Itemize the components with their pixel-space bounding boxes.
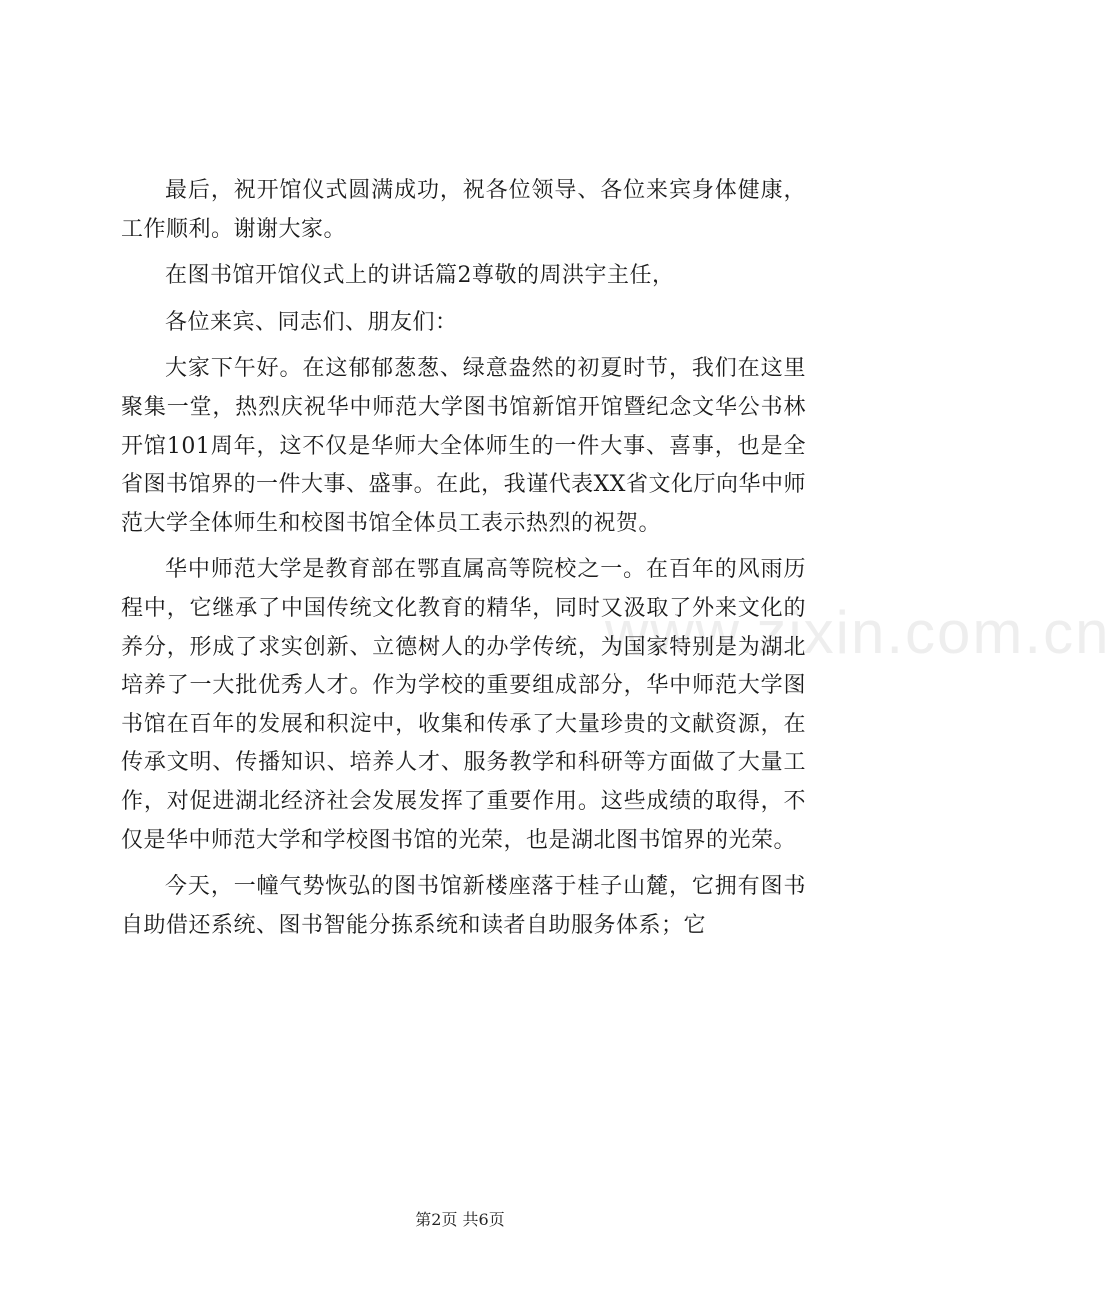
- body-text: [121, 172, 806, 945]
- paragraph-new-library: 今天，一幢气势恢弘的图书馆新楼座落于桂子山麓，它拥有图书自助借还系统、图书智能分拣系统和读者自助服务体系；它: [121, 874, 806, 938]
- watermark: www.zixin.com.cn: [605, 599, 1110, 666]
- paragraph-speech-title: 在图书馆开馆仪式上的讲话篇2尊敬的周洪宇主任，: [165, 263, 675, 289]
- page-footer: 第2页 共6页: [415, 1210, 505, 1229]
- paragraph-closing-wishes: 最后，祝开馆仪式圆满成功，祝各位领导、各位来宾身体健康，工作顺利。谢谢大家。: [121, 178, 806, 242]
- paragraph-greeting: 大家下午好。在这郁郁葱葱、绿意盎然的初夏时节，我们在这里聚集一堂，热烈庆祝华中师范大学图书馆新馆开馆暨纪念文华公书林开馆101周年，这不仅是华师大全体师生的一件大事、喜事，也是全省图书馆界的一件大事、盛事。在此，我谨代表XX省文化厅向华中师范大学全体师生和校图书馆全体员工表示热烈的祝贺。: [121, 356, 806, 536]
- paragraph-university-history: 华中师范大学是教育部在鄂直属高等院校之一。在百年的风雨历程中，它继承了中国传统文化教育的精华，同时又汲取了外来文化的养分，形成了求实创新、立德树人的办学传统，为国家特别是为湖北培养了一大批优秀人才。作为学校的重要组成部分，华中师范大学图书馆在百年的发展和积淀中，收集和传承了大量珍贵的文献资源，在传承文明、传播知识、培养人才、服务教学和科研等方面做了大量工作，对促进湖北经济社会发展发挥了重要作用。这些成绩的取得，不仅是华中师范大学和学校图书馆的光荣，也是湖北图书馆界的光荣。: [121, 557, 806, 853]
- paragraph-salutation: 各位来宾、同志们、朋友们：: [165, 309, 458, 335]
